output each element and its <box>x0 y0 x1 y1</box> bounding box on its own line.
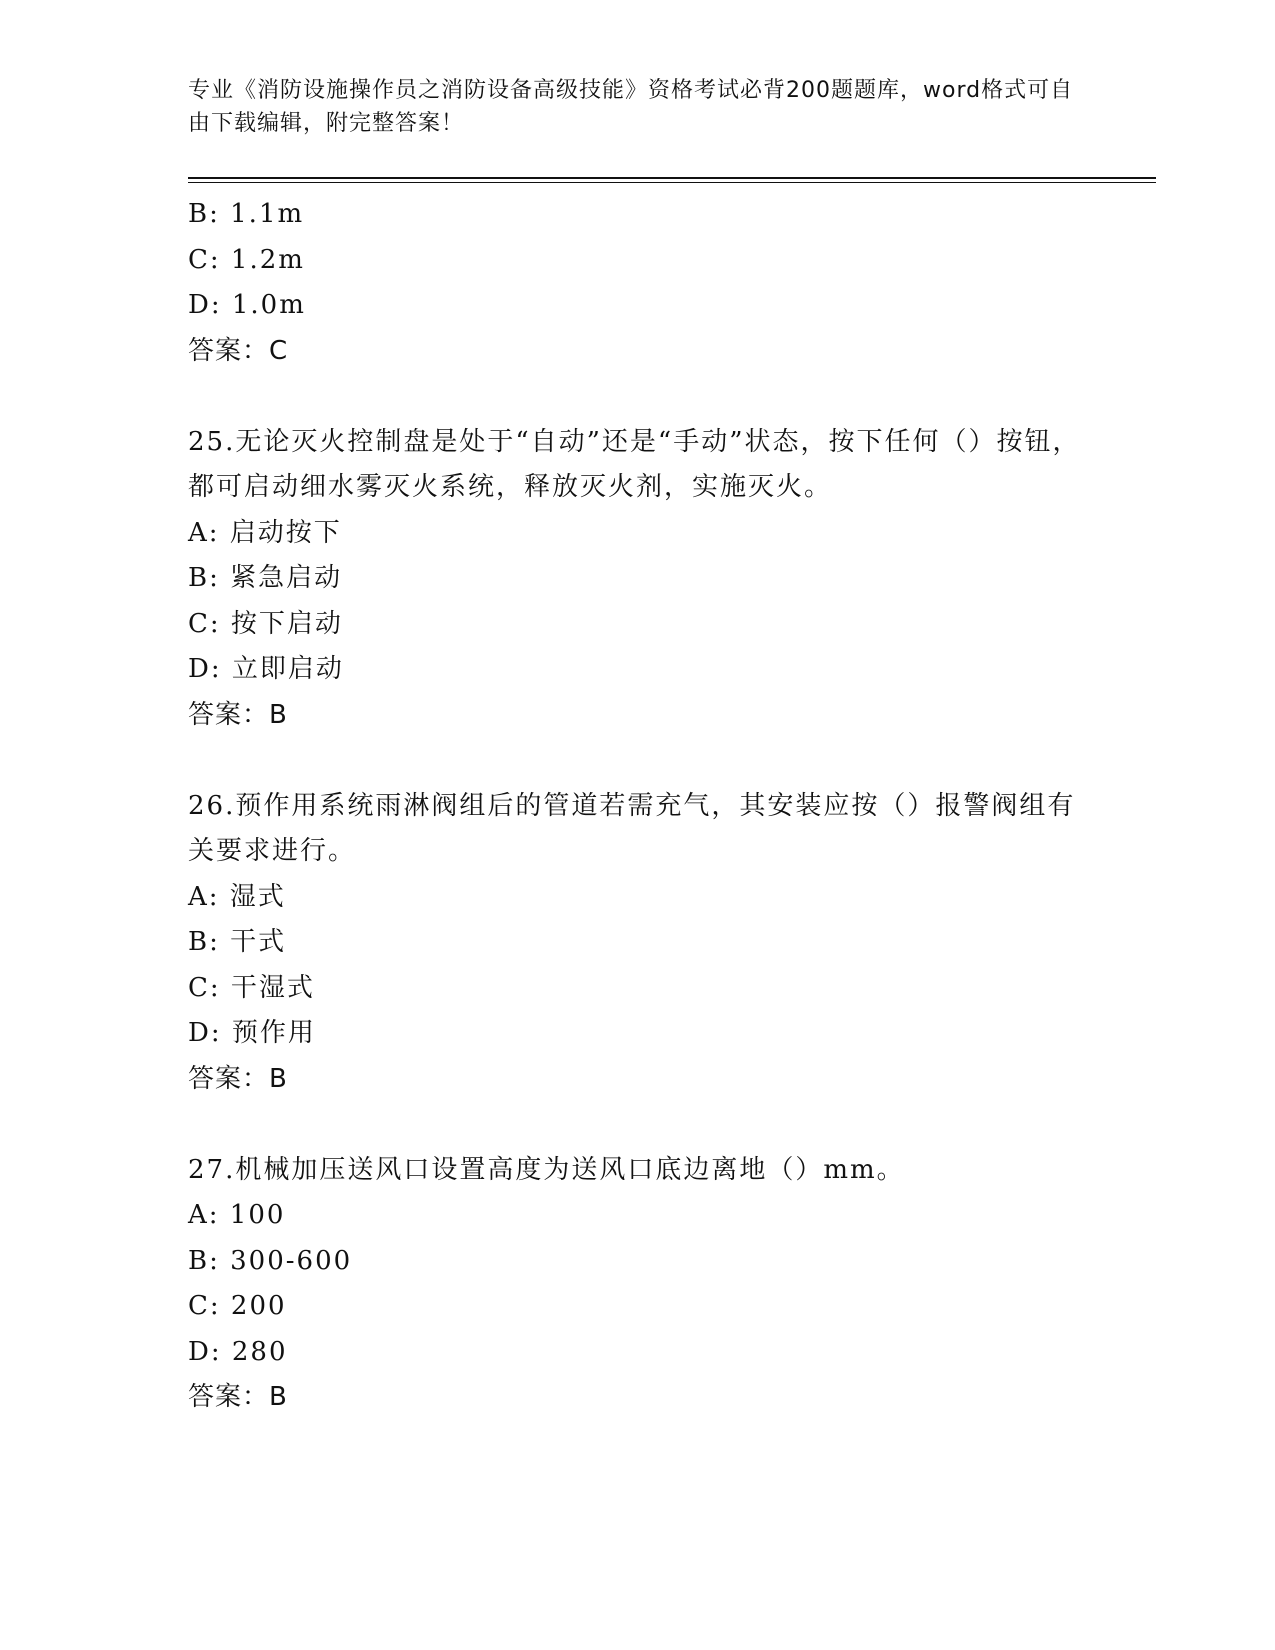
option-d: D: 立即启动 <box>188 654 344 684</box>
answer-line: 答案：B <box>188 1382 288 1412</box>
question-spacer <box>188 374 1088 420</box>
header-divider-thin <box>188 182 1156 183</box>
question-spacer <box>188 738 1088 784</box>
option-c: C: 按下启动 <box>188 608 343 639</box>
question-content <box>188 192 1088 1421</box>
header-divider-thick <box>188 177 1156 179</box>
option-c: C: 干湿式 <box>188 972 315 1003</box>
option-c: C: 1.2m <box>188 244 305 275</box>
option-a: A: 100 <box>188 1200 286 1230</box>
answer-line: 答案：B <box>188 699 288 730</box>
question-25 <box>188 420 1088 739</box>
option-d: D: 280 <box>188 1336 288 1367</box>
document-header: 专业《消防设施操作员之消防设备高级技能》资格考试必背200题题库，word格式可自由下载编辑，附完整答案！ <box>188 78 1074 136</box>
question-26 <box>188 784 1088 1103</box>
option-d: D: 预作用 <box>188 1018 316 1048</box>
option-c: C: 200 <box>188 1291 287 1321</box>
answer-line: 答案：B <box>188 1063 288 1094</box>
option-b: B: 紧急启动 <box>188 563 343 593</box>
option-b: B: 1.1m <box>188 199 305 229</box>
question-24-partial <box>188 192 1088 374</box>
option-b: B: 干式 <box>188 927 287 957</box>
question-spacer <box>188 1102 1088 1148</box>
question-stem: 26.预作用系统雨淋阀组后的管道若需充气，其安装应按（）报警阀组有关要求进行。 <box>188 790 1076 866</box>
question-stem: 25.无论灭火控制盘是处于“自动”还是“手动”状态，按下任何（）按钮，都可启动细水雾灭火系统，释放灭火剂，实施灭火。 <box>188 426 1081 502</box>
option-d: D: 1.0m <box>188 290 306 320</box>
option-b: B: 300-600 <box>188 1245 353 1276</box>
question-27 <box>188 1148 1088 1421</box>
question-stem: 27.机械加压送风口设置高度为送风口底边离地（）mm。 <box>188 1154 905 1185</box>
option-a: A: 启动按下 <box>188 517 342 548</box>
option-a: A: 湿式 <box>188 881 286 912</box>
answer-line: 答案：C <box>188 335 289 366</box>
